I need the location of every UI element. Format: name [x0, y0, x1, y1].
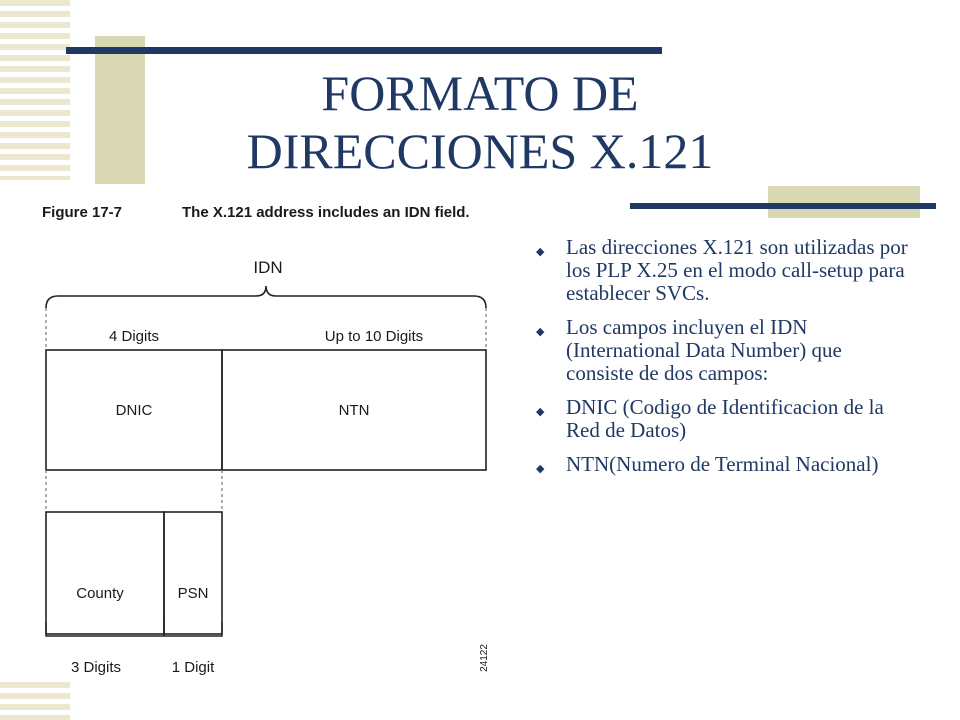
psn-label: PSN [177, 585, 209, 602]
figure-id-label: 24122 [479, 644, 490, 672]
decorative-block-vertical [95, 36, 145, 184]
idn-label: IDN [253, 258, 283, 277]
title-line-1: FORMATO DE [321, 65, 639, 121]
decorative-bar-top [66, 47, 662, 54]
psn-box [164, 512, 222, 634]
diamond-bullet-icon: ◆ [536, 325, 545, 338]
slide-title [170, 64, 790, 180]
diamond-bullet-icon: ◆ [536, 405, 545, 418]
figure-caption-text: The X.121 address includes an IDN field. [182, 204, 470, 221]
county-label: County [76, 585, 124, 602]
bullet-item [534, 236, 914, 305]
x121-address-diagram [38, 250, 508, 690]
bullet-text: DNIC (Codigo de Identificacion de la Red de Datos) [566, 395, 884, 442]
decorative-block-horizontal [768, 186, 920, 218]
bullet-item [534, 396, 914, 442]
county-box [46, 512, 164, 634]
idn-brace [46, 286, 486, 308]
four-digits-label: 4 Digits [108, 328, 160, 345]
up-to-10-digits-label: Up to 10 Digits [324, 328, 424, 345]
bullet-list [534, 236, 914, 487]
figure-caption [42, 204, 542, 226]
decorative-bar-bottom [630, 203, 936, 209]
one-digit-label: 1 Digit [171, 659, 215, 676]
diamond-bullet-icon: ◆ [536, 245, 545, 258]
ntn-label: NTN [338, 402, 370, 419]
bullet-item [534, 316, 914, 385]
diamond-bullet-icon: ◆ [536, 462, 545, 475]
figure-number: Figure 17-7 [42, 204, 123, 221]
three-digits-label: 3 Digits [70, 659, 122, 676]
dnic-label: DNIC [115, 402, 153, 419]
title-line-2: DIRECCIONES X.121 [246, 123, 714, 179]
bullet-text: Las direcciones X.121 son utilizadas por los PLP X.25 en el modo call-setup para establecer SVCs. [566, 235, 908, 305]
bullet-text: NTN(Numero de Terminal Nacional) [566, 452, 879, 476]
bullet-text: Los campos incluyen el IDN (International Data Number) que consiste de dos campos: [566, 315, 842, 385]
bullet-item [534, 453, 914, 476]
